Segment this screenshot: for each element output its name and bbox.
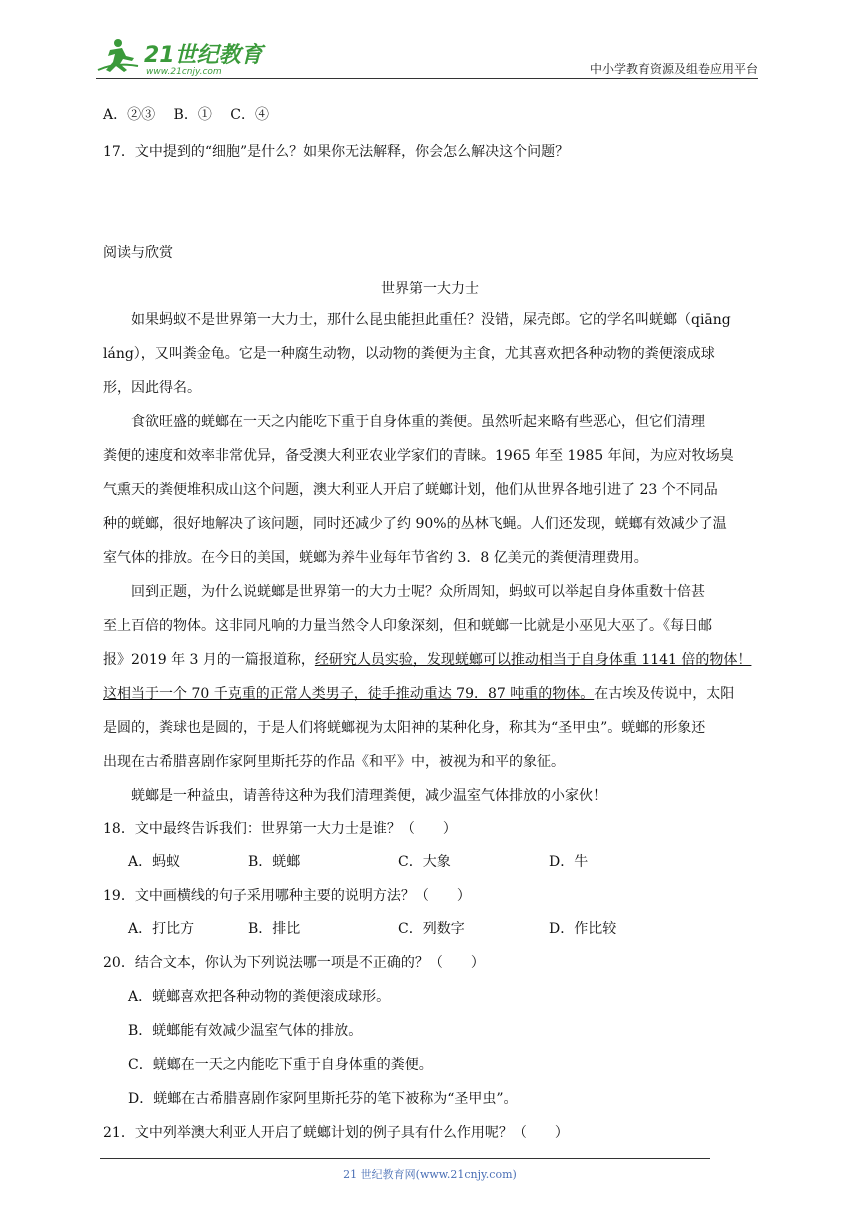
paragraph-3-line: 至上百倍的物体。这非同凡响的力量当然令人印象深刻，但和蜣螂一比就是小巫见大巫了。《每日邮 bbox=[103, 618, 712, 634]
paragraph-2-line: 食欲旺盛的蜣螂在一天之内能吃下重于自身体重的粪便。虽然听起来略有些恶心，但它们清理 bbox=[103, 414, 705, 430]
q18-option-c[interactable]: C．大象 bbox=[398, 854, 451, 870]
footer-divider bbox=[100, 1158, 710, 1159]
paragraph-3-line: 回到正题，为什么说蜣螂是世界第一的大力士呢？众所周知，蚂蚁可以举起自身体重数十倍甚 bbox=[103, 584, 705, 600]
article-body bbox=[103, 303, 758, 813]
runner-icon bbox=[98, 39, 138, 72]
q16-options: A．②③ B．① C．④ bbox=[103, 107, 270, 123]
paragraph-3-line bbox=[103, 677, 758, 711]
paragraph-4: 蜣螂是一种益虫，请善待这种为我们清理粪便，减少温室气体排放的小家伙！ bbox=[103, 788, 607, 804]
site-logo bbox=[96, 36, 266, 78]
logo-url: www.21cnjy.com bbox=[146, 67, 222, 77]
q18-option-b[interactable]: B．蜣螂 bbox=[248, 854, 301, 870]
header-divider bbox=[96, 78, 758, 79]
q19-option-a[interactable]: A．打比方 bbox=[128, 921, 195, 937]
paragraph-2-line: 粪便的速度和效率非常优异，备受澳大利亚农业学家们的青睐。1965 年至 1985 年间，为应对牧场臭 bbox=[103, 448, 734, 464]
article-title: 世界第一大力士 bbox=[381, 281, 479, 297]
q19-option-b[interactable]: B．排比 bbox=[248, 921, 301, 937]
logo-text: 21世纪教育 bbox=[144, 43, 263, 68]
q19-option-d[interactable]: D．作比较 bbox=[549, 921, 617, 937]
paragraph-2-line: 室气体的排放。在今日的美国，蜣螂为养牛业每年节省约 3．8 亿美元的粪便清理费用。 bbox=[103, 550, 648, 566]
q18-option-d[interactable]: D．牛 bbox=[549, 854, 589, 870]
platform-name: 中小学教育资源及组卷应用平台 bbox=[589, 62, 758, 76]
footer-link[interactable]: 21 世纪教育网(www.21cnjy.com) bbox=[343, 1168, 517, 1181]
q20-option-d[interactable]: D．蜣螂在古希腊喜剧作家阿里斯托芬的笔下被称为“圣甲虫”。 bbox=[128, 1091, 518, 1107]
underlined-sentence: 这相当于一个 70 千克重的正常人类男子，徒手推动重达 79．87 吨重的物体。 bbox=[103, 686, 595, 702]
q20-option-b[interactable]: B．蜣螂能有效减少温室气体的排放。 bbox=[128, 1023, 363, 1039]
paragraph-3-line: 是圆的，粪球也是圆的，于是人们将蜣螂视为太阳神的某种化身，称其为“圣甲虫”。蜣螂的形象还 bbox=[103, 720, 706, 736]
paragraph-2-line: 气熏天的粪便堆积成山这个问题，澳大利亚人开启了蜣螂计划，他们从世界各地引进了 23 个不同品 bbox=[103, 482, 718, 498]
question-18: 18．文中最终告诉我们：世界第一大力士是谁？（ ） bbox=[103, 821, 457, 837]
q20-option-a[interactable]: A．蜣螂喜欢把各种动物的粪便滚成球形。 bbox=[128, 989, 391, 1005]
paragraph-2-line: 种的蜣螂，很好地解决了该问题，同时还减少了约 90%的丛林飞蝇。人们还发现，蜣螂有效减少了温 bbox=[103, 516, 727, 532]
q18-option-a[interactable]: A．蚂蚁 bbox=[128, 854, 181, 870]
q19-option-c[interactable]: C．列数字 bbox=[398, 921, 465, 937]
paragraph-3-line: 出现在古希腊喜剧作家阿里斯托芬的作品《和平》中，被视为和平的象征。 bbox=[103, 754, 565, 770]
text-segment: 报》2019 年 3 月的一篇报道称， bbox=[103, 652, 315, 668]
question-21: 21．文中列举澳大利亚人开启了蜣螂计划的例子具有什么作用呢？（ ） bbox=[103, 1125, 569, 1141]
text-segment: 在古埃及传说中，太阳 bbox=[594, 686, 735, 702]
underlined-sentence: 经研究人员实验，发现蜣螂可以推动相当于自身体重 1141 倍的物体！ bbox=[314, 652, 752, 668]
paragraph-3-line bbox=[103, 643, 758, 677]
question-17: 17．文中提到的“细胞”是什么？如果你无法解释，你会怎么解决这个问题？ bbox=[103, 144, 570, 160]
question-19: 19．文中画横线的句子采用哪种主要的说明方法？（ ） bbox=[103, 888, 471, 904]
section-label: 阅读与欣赏 bbox=[103, 245, 173, 261]
question-20: 20．结合文本，你认为下列说法哪一项是不正确的？（ ） bbox=[103, 955, 485, 971]
q20-option-c[interactable]: C．蜣螂在一天之内能吃下重于自身体重的粪便。 bbox=[128, 1057, 433, 1073]
paragraph-1-line: 形，因此得名。 bbox=[103, 380, 201, 396]
paragraph-1-line: láng），又叫粪金龟。它是一种腐生动物，以动物的粪便为主食，尤其喜欢把各种动物的粪便滚成球 bbox=[103, 346, 715, 362]
paragraph-1-line: 如果蚂蚁不是世界第一大力士，那什么昆虫能担此重任？没错，屎壳郎。它的学名叫蜣螂（qiāng bbox=[103, 312, 731, 328]
